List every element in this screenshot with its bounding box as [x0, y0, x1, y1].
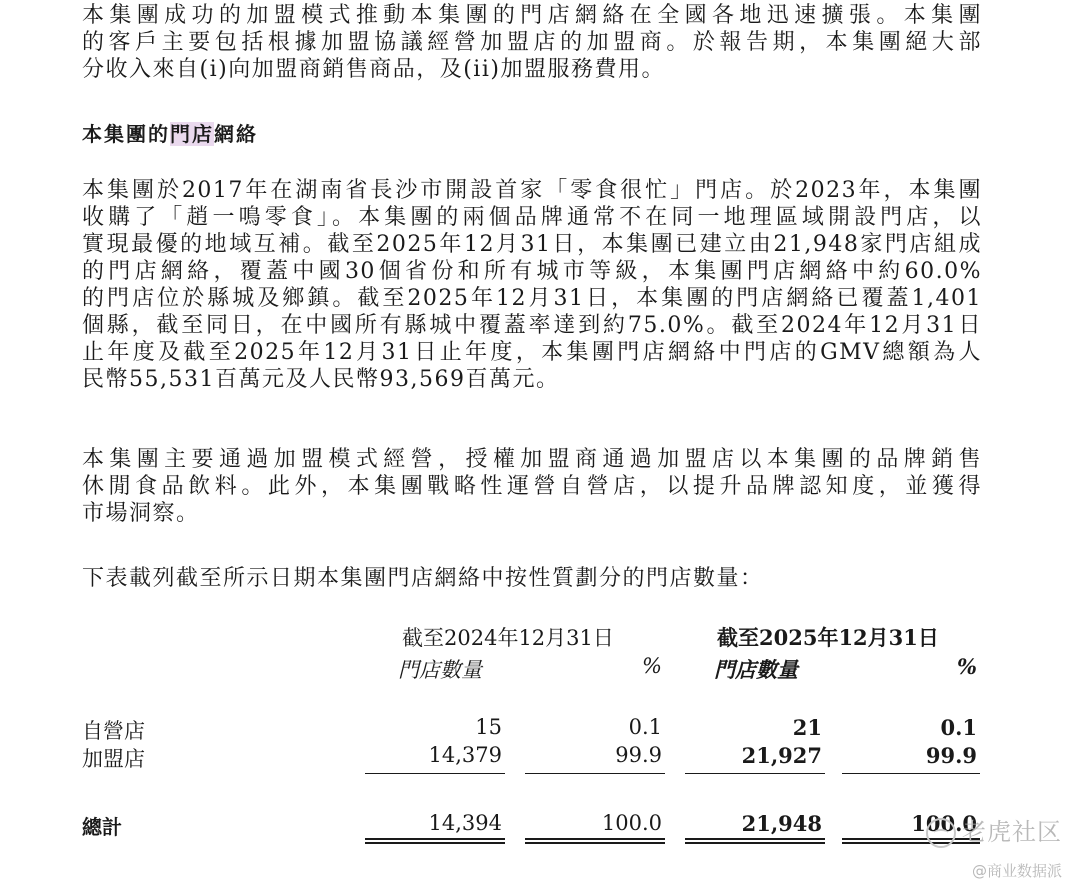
text-line: 收購了「趙一鳴零食」。本集團的兩個品牌通常不在同一地理區域開設門店，以	[82, 205, 982, 230]
total-rule	[365, 842, 505, 844]
text-line: 本集團主要通過加盟模式經營，授權加盟商通過加盟店以本集團的品牌銷售	[82, 447, 982, 472]
text-line: 民幣55,531百萬元及人民幣93,569百萬元。	[82, 367, 560, 392]
period-header-2024: 截至2024年12月31日	[402, 626, 614, 650]
text-line: 的客戶主要包括根據加盟協議經營加盟店的加盟商。於報告期，本集團絕大部	[82, 30, 982, 55]
heading-text: 本集團的	[82, 122, 170, 146]
text-line: 實現最優的地域互補。截至2025年12月31日，本集團已建立由21,948家門店組成	[82, 232, 982, 257]
col-header-count-2024: 門店數量	[398, 658, 482, 682]
text-line: 下表載列截至所示日期本集團門店網絡中按性質劃分的門店數量：	[82, 566, 764, 591]
text-line: 市場洞察。	[82, 501, 200, 526]
watermark-brand	[926, 812, 1062, 848]
subtotal-rule	[525, 773, 665, 774]
subtotal-rule	[842, 773, 980, 774]
total-rule	[685, 842, 825, 844]
total-rule	[365, 838, 505, 840]
intro-paragraph	[82, 2, 982, 83]
total-pct-2025: 100.0	[911, 811, 977, 836]
cell-count-2025: 21,927	[741, 743, 822, 768]
total-count-2025: 21,948	[741, 811, 822, 836]
period-header-2025: 截至2025年12月31日	[717, 625, 939, 650]
subtotal-rule	[685, 773, 825, 774]
heading-text: 網絡	[214, 122, 258, 146]
cell-count-2024: 14,379	[428, 743, 502, 767]
total-rule	[685, 838, 825, 840]
total-rule	[525, 842, 665, 844]
watermark-text: 老虎社区	[962, 818, 1062, 846]
col-header-pct-2025: %	[957, 654, 977, 679]
table-intro	[82, 565, 982, 592]
text-line: 本集團成功的加盟模式推動本集團的門店網絡在全國各地迅速擴張。本集團	[82, 3, 982, 28]
cell-pct-2024: 99.9	[615, 743, 662, 767]
text-line: 本集團於2017年在湖南省長沙市開設首家「零食很忙」門店。於2023年，本集團	[82, 178, 982, 203]
cell-pct-2025: 99.9	[925, 743, 977, 768]
col-header-count-2025: 門店數量	[714, 657, 798, 682]
network-paragraph	[82, 177, 982, 393]
cell-count-2024: 15	[475, 715, 502, 739]
cell-pct-2024: 0.1	[628, 715, 662, 739]
watermark-handle: @商业数据派	[971, 862, 1062, 880]
total-label: 總計	[82, 815, 122, 839]
subtotal-rule	[365, 773, 505, 774]
store-count-table	[82, 622, 982, 852]
text-line: 的門店位於縣城及鄉鎮。截至2025年12月31日，本集團的門店網絡已覆蓋1,401	[82, 286, 982, 311]
total-pct-2024: 100.0	[601, 811, 662, 835]
total-count-2024: 14,394	[428, 811, 502, 835]
cell-pct-2025: 0.1	[940, 715, 977, 740]
model-paragraph	[82, 446, 982, 527]
cell-count-2025: 21	[792, 715, 822, 740]
text-line: 止年度及截至2025年12月31日止年度，本集團門店網絡中門店的GMV總額為人	[82, 340, 982, 365]
row-label: 加盟店	[82, 747, 145, 771]
text-line: 個縣，截至同日，在中國所有縣城中覆蓋率達到約75.0%。截至2024年12月31日	[82, 313, 982, 338]
tiger-logo-icon	[926, 818, 956, 848]
section-heading	[82, 118, 258, 147]
row-label: 自營店	[82, 719, 145, 743]
highlighted-text: 門店	[170, 122, 214, 146]
text-line: 休閒食品飲料。此外，本集團戰略性運營自營店，以提升品牌認知度，並獲得	[82, 474, 982, 499]
total-rule	[525, 838, 665, 840]
text-line: 的門店網絡，覆蓋中國30個省份和所有城市等級，本集團門店網絡中約60.0%	[82, 259, 982, 284]
col-header-pct-2024: %	[642, 654, 662, 678]
text-line: 分收入來自(i)向加盟商銷售商品，及(ii)加盟服務費用。	[82, 57, 665, 82]
